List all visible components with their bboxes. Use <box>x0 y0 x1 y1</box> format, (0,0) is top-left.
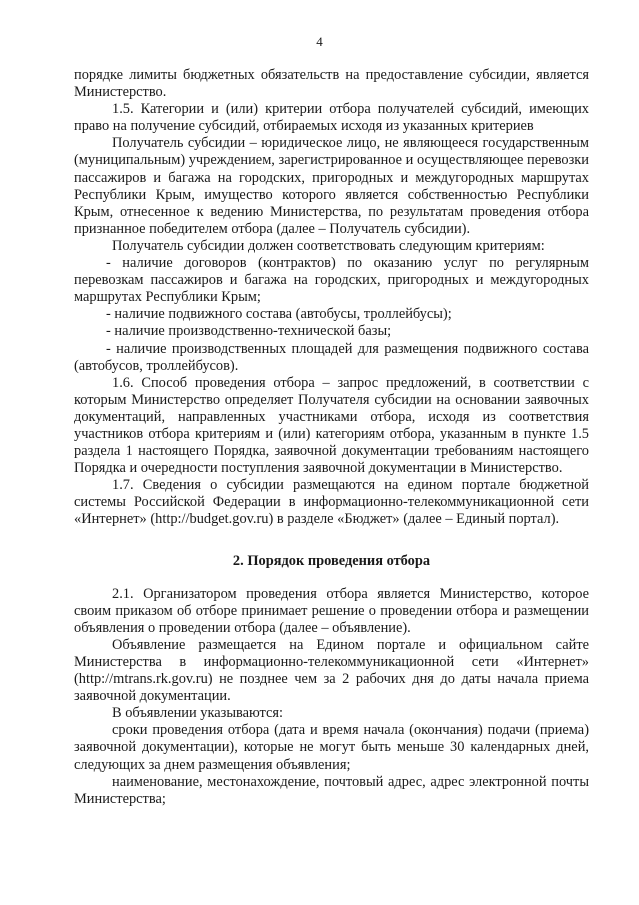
paragraph-1-5: 1.5. Категории и (или) критерии отбора получателей субсидий, имеющих право на получение субсидий, отбираемых исходя из указанных критериев <box>74 101 589 135</box>
paragraph-recipient-definition: Получатель субсидии – юридическое лицо, не являющееся государственным (муниципальным) учреждением, зарегистрированное и осуществляющее перевозки пассажиров и багажа на городских, пригородных и междугородных маршрутах Республики Крым, имущество которого является собственностью Республики Крым, отнесенное к ведению Министерства, по результатам проведения отбора признанное победителем отбора (далее – Получатель субсидии). <box>74 135 589 237</box>
criteria-item-contracts: - наличие договоров (контрактов) по оказанию услуг по регулярным перевозкам пассажиров и багажа на городских, пригородных и междугородных маршрутах Республики Крым; <box>74 255 589 306</box>
paragraph-announcement-address: наименование, местонахождение, почтовый адрес, адрес электронной почты Министерства; <box>74 773 589 807</box>
paragraph-announcement-placement: Объявление размещается на Едином портале и официальном сайте Министерства в информационно-телекоммуникационной сети «Интернет» (http://mtrans.rk.gov.ru) не позднее чем за 2 рабочих дня до даты начала приема заявочной документации. <box>74 636 589 705</box>
document-body <box>74 67 589 808</box>
page-number: 4 <box>316 34 323 49</box>
paragraph-2-1: 2.1. Организатором проведения отбора является Министерство, которое своим приказом об отборе принимает решение о проведении отбора и размещении объявления о проведении отбора (далее – объявление). <box>74 585 589 636</box>
section-heading-2: 2. Порядок проведения отбора <box>232 552 431 569</box>
criteria-item-production-areas: - наличие производственных площадей для размещения подвижного состава (автобусов, троллейбусов). <box>74 340 589 374</box>
paragraph-criteria-intro: Получатель субсидии должен соответствовать следующим критериям: <box>112 237 545 254</box>
paragraph-1-6: 1.6. Способ проведения отбора – запрос предложений, в соответствии с которым Министерство определяет Получателя субсидии на основании заявочных документаций, направленных участниками отбора, исходя из соответствия участников отбора критериям и (или) категориям отбора, указанным в пункте 1.5 раздела 1 настоящего Порядка, заявочной документации требованиям настоящего Порядка и очередности поступления заявочной документации в Министерство. <box>74 374 589 477</box>
criteria-item-technical-base: - наличие производственно-технической базы; <box>106 323 392 340</box>
criteria-item-rolling-stock: - наличие подвижного состава (автобусы, троллейбусы); <box>106 306 452 323</box>
paragraph-announcement-contents-intro: В объявлении указываются: <box>112 705 284 722</box>
paragraph-announcement-dates: сроки проведения отбора (дата и время начала (окончания) подачи (приема) заявочной документации), которые не могут быть меньше 30 календарных дней, следующих за днем размещения объявления; <box>74 722 589 773</box>
paragraph-1-7: 1.7. Сведения о субсидии размещаются на едином портале бюджетной системы Российской Федерации в информационно-телекоммуникационной сети «Интернет» (http://budget.gov.ru) в разделе «Бюджет» (далее – Единый портал). <box>74 477 589 528</box>
paragraph-continuation: порядке лимиты бюджетных обязательств на предоставление субсидии, является Министерство. <box>74 67 589 101</box>
